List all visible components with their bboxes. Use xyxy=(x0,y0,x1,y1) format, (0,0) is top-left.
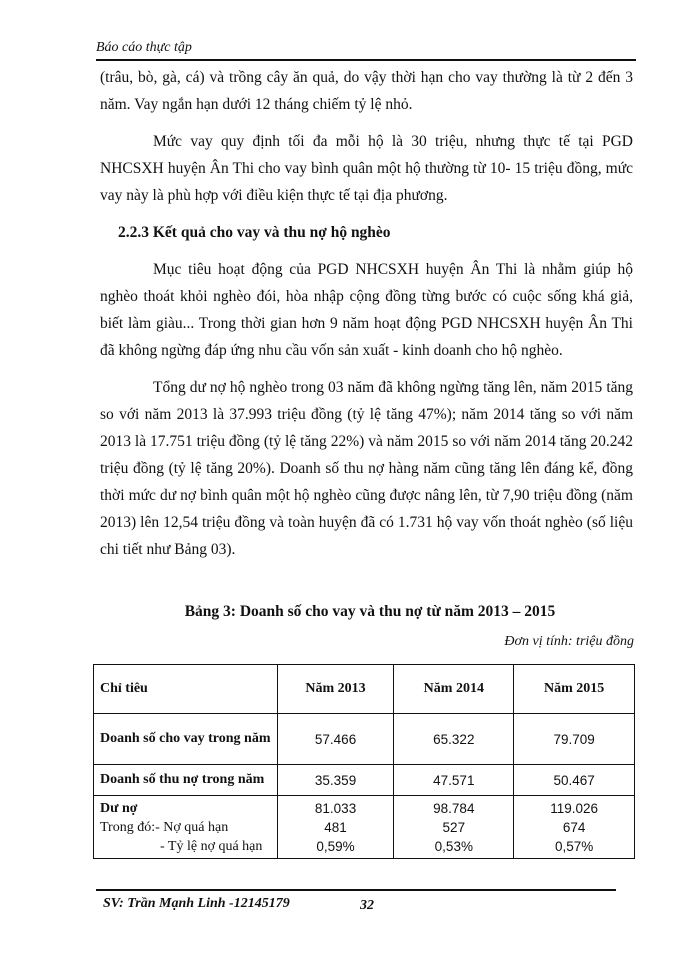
table-header-row xyxy=(94,665,635,714)
header-2015: Năm 2015 xyxy=(514,665,635,714)
paragraph-objectives: Mục tiêu hoạt động của PGD NHCSXH huyện Ân Thi là nhằm giúp hộ nghèo thoát khỏi nghèo đói, hòa nhập cộng đồng từng bước có cuộc sống khá giả, biết làm giàu... Trong thời gian hơn 9 năm hoạt động PGD NHCSXH huyện Ân Thi đã không ngừng đáp ứng nhu cầu vốn sản xuất - kinh doanh cho hộ nghèo. xyxy=(100,261,633,359)
footer-divider xyxy=(96,889,616,891)
cell-value: 0,59% xyxy=(316,838,355,854)
header-2013: Năm 2013 xyxy=(277,665,394,714)
row-label-lending: Doanh số cho vay trong năm xyxy=(94,714,278,765)
cell-value: 674 xyxy=(562,819,586,835)
cell-value: 57.466 xyxy=(277,714,394,765)
label-outstanding: Dư nợ xyxy=(100,800,138,816)
cell-stack-2014 xyxy=(394,796,514,859)
student-info: SV: Trần Mạnh Linh -12145179 xyxy=(103,896,290,911)
cell-stack-2015 xyxy=(514,796,635,859)
loan-table xyxy=(93,664,635,859)
cell-value: 527 xyxy=(442,819,466,835)
table-row xyxy=(94,796,635,859)
cell-value: 0,57% xyxy=(554,838,594,854)
label-overdue-rate: - Tỷ lệ nợ quá hạn xyxy=(160,838,263,854)
paragraph-debt-summary: Tổng dư nợ hộ nghèo trong 03 năm đã không ngừng tăng lên, năm 2015 tăng so với năm 2013 là 37.993 triệu đồng (tỷ lệ tăng 47%); năm 2014 tăng so với năm 2013 là 17.751 triệu đồng (tỷ lệ tăng 22%) và năm 2015 so với năm 2014 tăng 20.242 triệu đồng (tỷ lệ tăng 20%). Doanh số thu nợ hàng năm cũng tăng lên đáng kể, đồng thời mức dư nợ bình quân một hộ nghèo cũng được nâng lên, từ 7,90 triệu đồng (năm 2013) lên 12,54 triệu đồng và toàn huyện đã có 1.731 hộ vay vốn thoát nghèo (số liệu chi tiết như Bảng 03). xyxy=(100,379,633,558)
cell-value: 0,53% xyxy=(434,838,473,854)
table-row xyxy=(94,765,635,796)
table-title: Bảng 3: Doanh số cho vay và thu nợ từ năm 2013 – 2015 xyxy=(184,603,556,620)
report-header: Báo cáo thực tập xyxy=(96,40,192,55)
row-label-collection: Doanh số thu nợ trong năm xyxy=(94,765,278,796)
table-unit: Đơn vị tính: triệu đồng xyxy=(504,634,634,649)
table-row xyxy=(94,714,635,765)
cell-value: 98.784 xyxy=(433,800,475,816)
cell-value: 47.571 xyxy=(394,765,514,796)
paragraph-loan-amount: Mức vay quy định tối đa mỗi hộ là 30 triệu, nhưng thực tế tại PGD NHCSXH huyện Ân Thi cho vay bình quân một hộ thường từ 10- 15 triệu đồng, mức vay này là phù hợp với điều kiện thực tế tại địa phương. xyxy=(100,133,633,204)
cell-value: 481 xyxy=(324,819,347,835)
paragraph-loan-term: (trâu, bò, gà, cá) và trồng cây ăn quả, do vậy thời hạn cho vay thường là từ 2 đến 3 năm. Vay ngắn hạn dưới 12 tháng chiếm tỷ lệ nhỏ. xyxy=(100,69,633,113)
document-body xyxy=(100,62,633,563)
section-heading: 2.2.3 Kết quả cho vay và thu nợ hộ nghèo xyxy=(118,224,391,241)
page-number: 32 xyxy=(360,898,374,913)
header-indicator: Chỉ tiêu xyxy=(94,665,278,714)
cell-value: 50.467 xyxy=(514,765,635,796)
header-2014: Năm 2014 xyxy=(394,665,514,714)
cell-value: 81.033 xyxy=(314,800,357,816)
row-label-outstanding xyxy=(94,796,278,859)
cell-value: 119.026 xyxy=(550,800,598,816)
cell-value: 79.709 xyxy=(514,714,635,765)
cell-stack-2013 xyxy=(277,796,394,859)
cell-value: 65.322 xyxy=(394,714,514,765)
header-divider xyxy=(96,59,636,61)
cell-value: 35.359 xyxy=(277,765,394,796)
label-overdue: Trong đó:- Nợ quá hạn xyxy=(100,819,229,835)
